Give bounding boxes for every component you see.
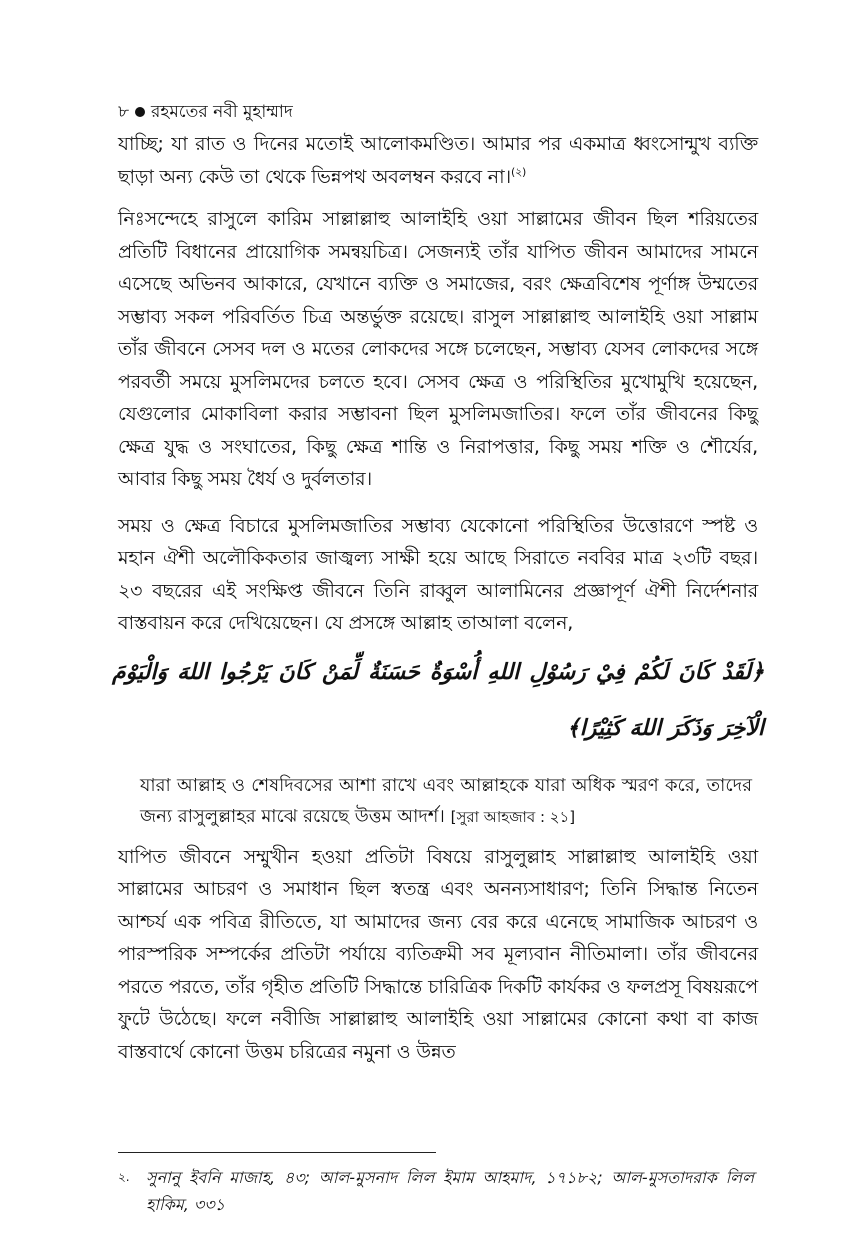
quran-verse-arabic <box>112 658 764 754</box>
arabic-line-2: الْآخِرَ وَذَكَرَ اللهَ كَثِيْرًا﴾ <box>566 715 764 741</box>
page-number: ৮ <box>118 102 130 122</box>
translation-text: যারা আল্লাহ ও শেষদিবসের আশা রাখে এবং আল্লাহকে যারা অধিক স্মরণ করে, তাদের জন্য রাসুলুল্লাহর মাঝে রয়েছে উত্তম আদর্শ। <box>140 774 752 827</box>
paragraph-2: নিঃসন্দেহে রাসুলে কারিম সাল্লাল্লাহু আলাইহি ওয়া সাল্লামের জীবন ছিল শরিয়তের প্রতিটি বিধানের প্রায়োগিক সমন্বয়চিত্র। সেজন্যই তাঁর যাপিত জীবন আমাদের সামনে এসেছে অভিনব আকারে, যেখানে ব্যক্তি ও সমাজের, বরং ক্ষেত্রবিশেষ পূর্ণাঙ্গ উম্মতের সম্ভাব্য সকল পরিবর্তিত চিত্র অন্তর্ভুক্ত রয়েছে। রাসুল সাল্লাল্লাহু আলাইহি ওয়া সাল্লাম তাঁর জীবনে সেসব দল ও মতের লোকদের সঙ্গে চলেছেন, সম্ভাব্য যেসব লোকদের সঙ্গে পরবর্তী সময়ে মুসলিমদের চলতে হবে। সেসব ক্ষেত্র ও পরিস্থিতির মুখোমুখি হয়েছেন, যেগুলোর মোকাবিলা করার সম্ভাবনা ছিল মুসলিমজাতির। ফলে তাঁর জীবনের কিছু ক্ষেত্র যুদ্ধ ও সংঘাতের, কিছু ক্ষেত্র শান্তি ও নিরাপত্তার, কিছু সময় শক্তি ও শৌর্যের, আবার কিছু সময় ধৈর্য ও দুর্বলতার। <box>118 208 758 490</box>
footnote-number: ২. <box>118 1170 130 1184</box>
arabic-line-1: ﴿لَقَدْ كَانَ لَكُمْ فِيْ رَسُوْلِ اللهِ أُسْوَةٌ حَسَنَةٌ لِّمَنْ كَانَ يَرْجُوا اللهَ وَالْيَوْمَ <box>112 659 764 685</box>
book-title: রহমতের নবী মুহাম্মাদ <box>151 102 293 122</box>
verse-reference: [সুরা আহজাব : ২১] <box>450 807 576 826</box>
paragraph-1-text: যাচ্ছি; যা রাত ও দিনের মতোই আলোকমণ্ডিত। আমার পর একমাত্র ধ্বংসোন্মুখ ব্যক্তি ছাড়া অন্য কেউ তা থেকে ভিন্নপথ অবলম্বন করবে না। <box>118 133 758 188</box>
bullet-separator-icon <box>135 107 145 117</box>
running-header <box>118 100 758 126</box>
book-page <box>112 100 764 1220</box>
footnote-reference[interactable]: (২) <box>511 165 527 179</box>
paragraph-3: সময় ও ক্ষেত্র বিচারে মুসলিমজাতির সম্ভাব্য যেকোনো পরিস্থিতির উত্তোরণে স্পষ্ট ও মহান ঐশী অলৌকিকতার জাজ্বল্য সাক্ষী হয়ে আছে সিরাতে নববির মাত্র ২৩টি বছর। ২৩ বছরের এই সংক্ষিপ্ত জীবনে তিনি রাব্বুল আলামিনের প্রজ্ঞাপূর্ণ ঐশী নির্দেশনার বাস্তবায়ন করে দেখিয়েছেন। যে প্রসঙ্গে আল্লাহ তাআলা বলেন, <box>118 514 758 634</box>
body-text <box>112 128 764 1068</box>
footnote <box>118 1164 758 1218</box>
paragraph-4: যাপিত জীবনে সম্মুখীন হওয়া প্রতিটা বিষয়ে রাসুলুল্লাহ সাল্লাল্লাহু আলাইহি ওয়া সাল্লামের আচরণ ও সমাধান ছিল স্বতন্ত্র এবং অনন্যসাধারণ; তিনি সিদ্ধান্ত নিতেন আশ্চর্য এক পবিত্র রীতিতে, যা আমাদের জন্য বের করে এনেছে সামাজিক আচরণ ও পারস্পরিক সম্পর্কের প্রতিটা পর্যায়ে ব্যতিক্রমী সব মূল্যবান নীতিমালা। তাঁর জীবনের পরতে পরতে, তাঁর গৃহীত প্রতিটি সিদ্ধান্তে চারিত্রিক দিকটি কার্যকর ও ফলপ্রসূ বিষয়রূপে ফুটে উঠেছে। ফলে নবীজি সাল্লাল্লাহু আলাইহি ওয়া সাল্লামের কোনো কথা বা কাজ বাস্তবার্থে কোনো উত্তম চরিত্রের নমুনা ও উন্নত <box>118 845 758 1063</box>
footnote-divider <box>118 1152 436 1153</box>
paragraph-1 <box>118 128 758 193</box>
quran-translation <box>140 770 752 833</box>
footnote-text: সুনানু ইবনি মাজাহ, ৪৩; আল-মুসনাদ লিল ইমাম আহমাদ, ১৭১৮২; আল-মুসতাদরাক লিল হাকিম, ৩৩১ <box>146 1168 754 1214</box>
